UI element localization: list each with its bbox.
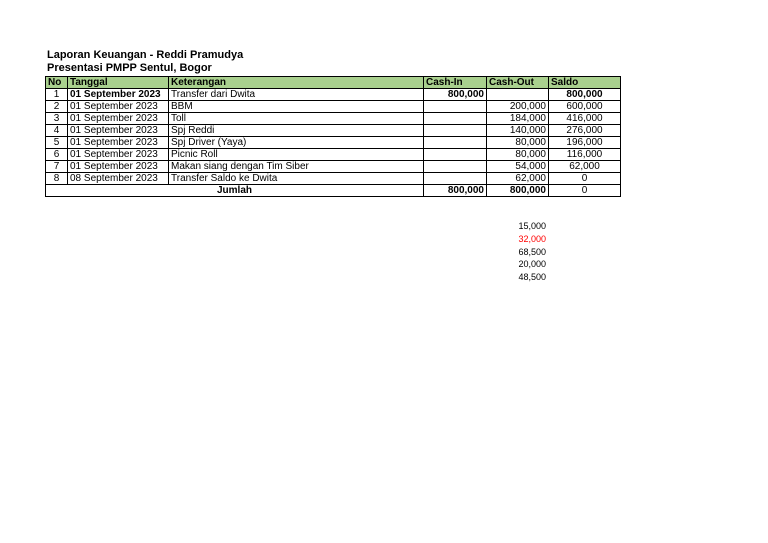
cell-no: 8 — [46, 173, 68, 185]
table-body — [46, 89, 621, 185]
table-row — [46, 137, 621, 149]
cell-cash-out: 62,000 — [487, 173, 549, 185]
cell-no: 5 — [46, 137, 68, 149]
cell-cash-in — [424, 101, 487, 113]
total-saldo: 0 — [549, 185, 621, 197]
cell-cash-out: 80,000 — [487, 137, 549, 149]
cell-tanggal: 01 September 2023 — [68, 161, 169, 173]
cell-saldo: 276,000 — [549, 125, 621, 137]
cell-cash-in — [424, 137, 487, 149]
cell-cash-in — [424, 149, 487, 161]
cell-tanggal: 01 September 2023 — [68, 149, 169, 161]
cell-no: 2 — [46, 101, 68, 113]
header-cash-in: Cash-In — [424, 77, 487, 89]
cell-cash-in — [424, 173, 487, 185]
cell-saldo: 196,000 — [549, 137, 621, 149]
cell-cash-in — [424, 161, 487, 173]
cell-cash-out: 184,000 — [487, 113, 549, 125]
cell-saldo: 0 — [549, 173, 621, 185]
cell-tanggal: 01 September 2023 — [68, 137, 169, 149]
table-row — [46, 113, 621, 125]
table-row — [46, 125, 621, 137]
header-keterangan: Keterangan — [169, 77, 424, 89]
cell-saldo: 116,000 — [549, 149, 621, 161]
cell-no: 1 — [46, 89, 68, 101]
table-row — [46, 161, 621, 173]
side-number: 68,500 — [518, 246, 546, 257]
cell-no: 7 — [46, 161, 68, 173]
cell-no: 6 — [46, 149, 68, 161]
side-number: 32,000 — [518, 233, 546, 244]
report-title: Laporan Keuangan - Reddi Pramudya — [47, 49, 244, 61]
cell-keterangan: BBM — [169, 101, 424, 113]
cell-cash-in — [424, 113, 487, 125]
cell-keterangan: Picnic Roll — [169, 149, 424, 161]
cell-saldo: 800,000 — [549, 89, 621, 101]
side-number: 15,000 — [518, 221, 546, 231]
cell-keterangan: Toll — [169, 113, 424, 125]
cell-saldo: 600,000 — [549, 101, 621, 113]
cell-keterangan: Transfer dari Dwita — [169, 89, 424, 101]
table-row — [46, 101, 621, 113]
cell-tanggal: 01 September 2023 — [68, 101, 169, 113]
cell-no: 4 — [46, 125, 68, 137]
side-number: 20,000 — [518, 259, 546, 270]
cell-tanggal: 01 September 2023 — [68, 113, 169, 125]
table-row — [46, 89, 621, 101]
table-row — [46, 149, 621, 161]
cell-cash-out: 80,000 — [487, 149, 549, 161]
table-header-row — [46, 77, 621, 89]
finance-table — [45, 76, 621, 197]
table-row — [46, 173, 621, 185]
cell-keterangan: Spj Driver (Yaya) — [169, 137, 424, 149]
header-tanggal: Tanggal — [68, 77, 169, 89]
cell-keterangan: Makan siang dengan Tim Siber — [169, 161, 424, 173]
total-label: Jumlah — [46, 185, 424, 197]
total-cash-out: 800,000 — [487, 185, 549, 197]
header-cash-out: Cash-Out — [487, 77, 549, 89]
cell-tanggal: 01 September 2023 — [68, 125, 169, 137]
cell-cash-out: 54,000 — [487, 161, 549, 173]
cell-saldo: 416,000 — [549, 113, 621, 125]
total-row — [46, 185, 621, 197]
cell-keterangan: Transfer Saldo ke Dwita — [169, 173, 424, 185]
cell-cash-in: 800,000 — [424, 89, 487, 101]
total-cash-in: 800,000 — [424, 185, 487, 197]
cell-no: 3 — [46, 113, 68, 125]
header-saldo: Saldo — [549, 77, 621, 89]
cell-cash-out: 140,000 — [487, 125, 549, 137]
side-number-list — [500, 220, 546, 284]
cell-tanggal: 08 September 2023 — [68, 173, 169, 185]
cell-cash-out — [487, 89, 549, 101]
cell-tanggal: 01 September 2023 — [68, 89, 169, 101]
cell-keterangan: Spj Reddi — [169, 125, 424, 137]
header-no: No — [46, 77, 68, 89]
side-number: 48,500 — [518, 272, 546, 283]
cell-saldo: 62,000 — [549, 161, 621, 173]
report-subtitle: Presentasi PMPP Sentul, Bogor — [47, 62, 212, 74]
cell-cash-in — [424, 125, 487, 137]
cell-cash-out: 200,000 — [487, 101, 549, 113]
